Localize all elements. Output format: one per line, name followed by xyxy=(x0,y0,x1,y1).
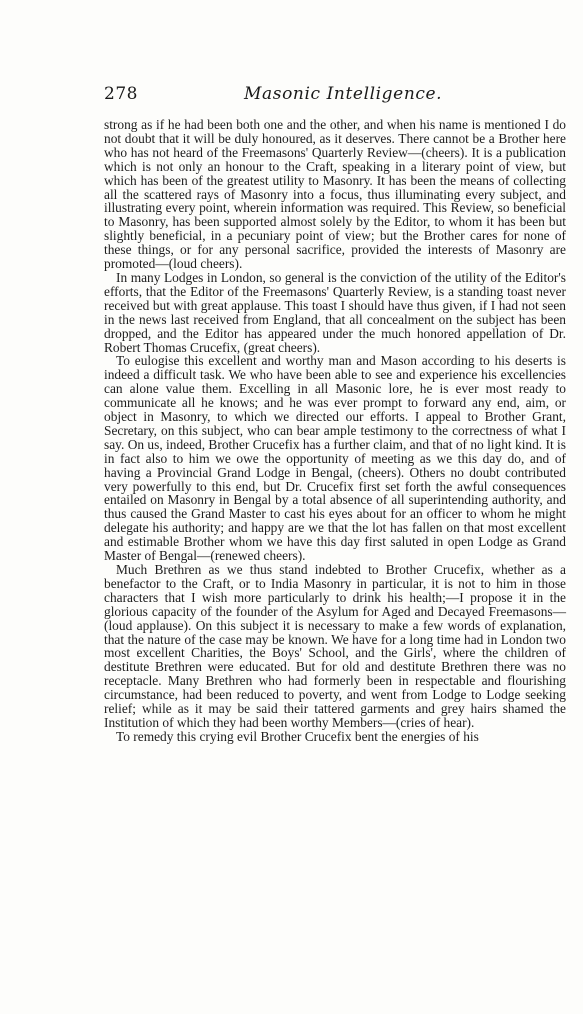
body-text xyxy=(104,118,566,744)
paragraph-asylum: Much Brethren as we thus stand indebted to Brother Crucefix, whether as a benefactor to the Craft, or to India Masonry in particular, it is not to him in those characters that I wish more particularly to drink his health;—I propose it in the glorious capacity of the founder of the Asylum for Aged and Decayed Freemasons—(loud applause). On this subject it is necessary to make a few words of explanation, that the nature of the case may be known. We have for a long time had in London two most excellent Charities, the Boys' School, and the Girls', where the children of destitute Brethren were educated. But for old and destitute Brethren there was no receptacle. Many Brethren who had formerly been in respectable and flourishing circumstance, had been reduced to poverty, and went from Lodge to Lodge seeking relief; while as it may be said their tattered garments and grey hairs shamed the Institution of which they had been worthy Members—(cries of hear). xyxy=(104,562,566,730)
paragraph-remedy: To remedy this crying evil Brother Crucefix bent the energies of his xyxy=(116,728,479,744)
paragraph-continued: strong as if he had been both one and the other, and when his name is mentioned I do not doubt that it will be duly honoured, as it deserves. There cannot be a Brother here who has not heard of the Freemasons' Quarterly Review—(cheers). It is a publication which is not only an honour to the Craft, speaking in a literary point of view, but which has been of the greatest utility to Masonry. It has been the means of collecting all the scattered rays of Masonry into a focus, thus illuminating every subject, and illustrating every point, wherein information was required. This Review, so beneficial to Masonry, has been supported almost solely by the Editor, to whom it has been but slightly beneficial, in a pecuniary point of view; but the Brother cares for none of these things, or for any personal sacrifice, provided the interests of Masonry are promoted—(loud cheers). xyxy=(104,117,566,272)
page-header xyxy=(104,84,564,110)
running-title: Masonic Intelligence. xyxy=(244,84,443,104)
paragraph-eulogy: To eulogise this excellent and worthy man and Mason according to his deserts is indeed a difficult task. We who have been able to see and experience his excellencies can alone value them. Excelling in all Masonic lore, he is ever most ready to communicate all he knows; and he was ever prompt to forward any end, aim, or object in Masonry, to which we directed our efforts. I appeal to Brother Grant, Secretary, on this subject, who can bear ample testimony to the correctness of what I say. On us, indeed, Brother Crucefix has a further claim, and that of no light kind. It is in fact also to him we owe the opportunity of meeting as we this day do, and of having a Provincial Grand Lodge in Bengal, (cheers). Others no doubt contributed very powerfully to this end, but Dr. Crucefix first set forth the awful consequences entailed on Masonry in Bengal by a total absence of all superintending authority, and thus caused the Grand Master to cast his eyes about for an officer to whom he might delegate his authority; and happy are we that the lot has fallen on that most excellent and estimable Brother whom we have this day first saluted in open Lodge as Grand Master of Bengal—(renewed cheers). xyxy=(104,353,566,564)
page-number: 278 xyxy=(104,84,138,104)
paragraph-editor-toast: In many Lodges in London, so general is the conviction of the utility of the Editor's efforts, that the Editor of the Freemasons' Quarterly Review, is a standing toast never received but with great applause. This toast I should have thus given, if I had not seen in the news last received from England, that all concealment on the subject has been dropped, and the Editor has appeared under the much honored appellation of Dr. Robert Thomas Crucefix, (great cheers). xyxy=(104,269,566,355)
